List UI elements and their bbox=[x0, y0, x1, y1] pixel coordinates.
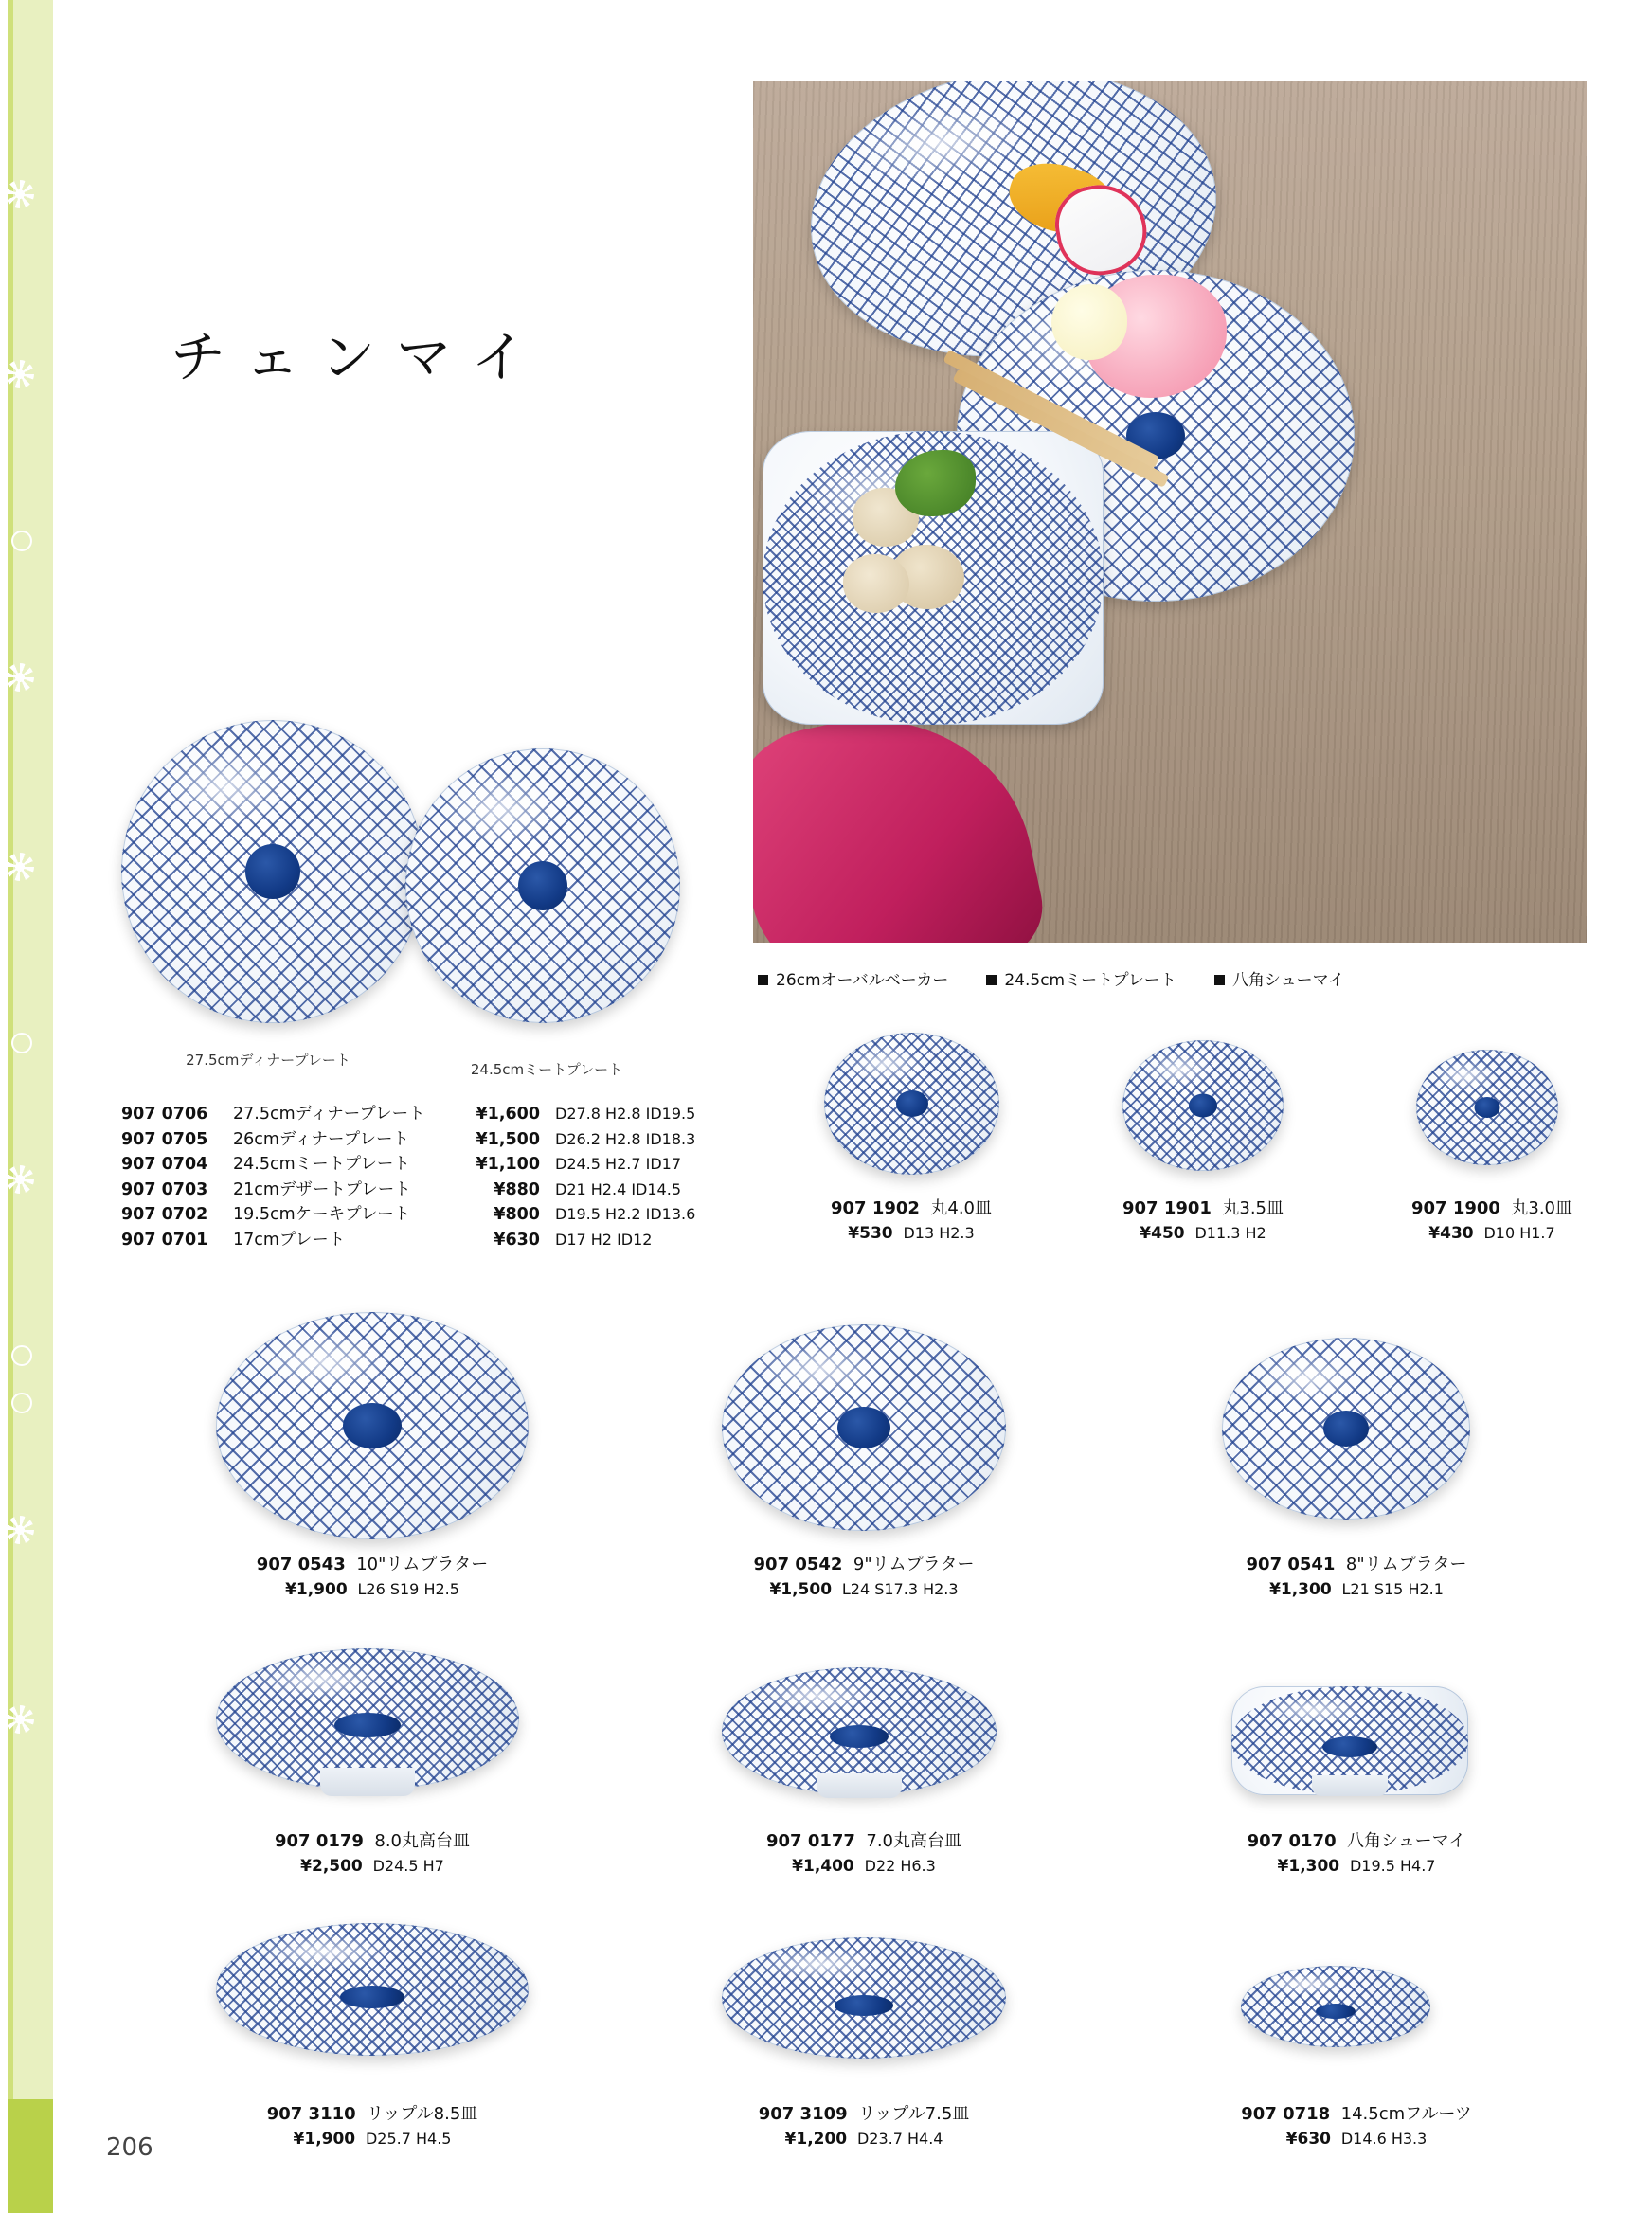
item-name: 丸3.0皿 bbox=[1511, 1198, 1573, 1218]
page-number: 206 bbox=[106, 2133, 153, 2162]
foot-907-0179 bbox=[320, 1768, 415, 1796]
band-flower-icon bbox=[6, 360, 34, 388]
price-code: 907 0702 bbox=[121, 1205, 208, 1224]
item-caption-907-0179 bbox=[173, 1828, 571, 1879]
band-flower-icon bbox=[6, 853, 34, 881]
item-dim: L26 S19 H2.5 bbox=[357, 1580, 459, 1598]
plate-907-1901 bbox=[1122, 1040, 1284, 1171]
item-price: ¥2,500 bbox=[300, 1857, 363, 1876]
item-caption-907-3109 bbox=[665, 2101, 1063, 2151]
item-price: ¥630 bbox=[1285, 2130, 1331, 2149]
plate-907-1900 bbox=[1416, 1050, 1558, 1165]
item-caption-907-0542 bbox=[665, 1552, 1063, 1602]
item-code: 907 0177 bbox=[765, 1831, 855, 1851]
band-circle-icon bbox=[11, 1393, 32, 1413]
price-code: 907 0701 bbox=[121, 1230, 208, 1250]
plate-907-0718 bbox=[1241, 1966, 1430, 2047]
price-name: 24.5cmミートプレート bbox=[233, 1155, 410, 1174]
item-code: 907 0541 bbox=[1246, 1555, 1336, 1574]
item-code: 907 0543 bbox=[256, 1555, 346, 1574]
legend-label: 26cmオーバルベーカー bbox=[776, 971, 949, 990]
product-photo bbox=[753, 81, 1587, 943]
price-value: ¥630 bbox=[494, 1230, 540, 1250]
price-list bbox=[121, 1102, 695, 1252]
item-dim: D14.6 H3.3 bbox=[1340, 2130, 1428, 2148]
foot-907-0177 bbox=[817, 1773, 902, 1798]
item-dim: L24 S17.3 H2.3 bbox=[841, 1580, 959, 1598]
item-dim: L21 S15 H2.1 bbox=[1341, 1580, 1444, 1598]
price-dim: D17 H2 ID12 bbox=[555, 1230, 653, 1249]
plate-907-0542 bbox=[722, 1324, 1006, 1531]
item-name: 8"リムプラター bbox=[1345, 1555, 1467, 1574]
price-list-row bbox=[121, 1228, 695, 1253]
price-value: ¥1,500 bbox=[476, 1129, 540, 1149]
item-code: 907 3110 bbox=[266, 2104, 356, 2124]
item-name: 丸4.0皿 bbox=[930, 1198, 993, 1218]
band-circle-icon bbox=[11, 1345, 32, 1366]
price-name: 21cmデザートプレート bbox=[233, 1179, 411, 1199]
price-code: 907 0706 bbox=[121, 1105, 208, 1124]
item-code: 907 1902 bbox=[830, 1198, 920, 1218]
price-name: 19.5cmケーキプレート bbox=[233, 1205, 411, 1224]
decorative-left-band bbox=[0, 0, 53, 2213]
caption-dinner-plate: 27.5cmディナープレート bbox=[186, 1052, 350, 1069]
price-dim: D27.8 H2.8 ID19.5 bbox=[555, 1105, 696, 1123]
legend-square-icon bbox=[1214, 975, 1225, 985]
item-dim: D13 H2.3 bbox=[903, 1224, 975, 1242]
price-list-row bbox=[121, 1178, 695, 1203]
price-value: ¥1,600 bbox=[476, 1105, 540, 1124]
item-price: ¥1,300 bbox=[1277, 1857, 1340, 1876]
band-flower-icon bbox=[6, 1705, 34, 1734]
plate-meat-24-5 bbox=[405, 748, 680, 1023]
price-code: 907 0703 bbox=[121, 1179, 208, 1199]
price-list-row bbox=[121, 1127, 695, 1153]
item-name: 丸3.5皿 bbox=[1222, 1198, 1284, 1218]
item-dim: D11.3 H2 bbox=[1194, 1224, 1266, 1242]
band-flower-icon bbox=[6, 663, 34, 692]
item-dim: D22 H6.3 bbox=[864, 1857, 936, 1875]
price-dim: D24.5 H2.7 ID17 bbox=[555, 1155, 681, 1173]
photo-legend bbox=[758, 966, 1591, 990]
item-code: 907 0170 bbox=[1247, 1831, 1337, 1851]
band-circle-icon bbox=[11, 531, 32, 551]
page-title: チェンマイ bbox=[171, 325, 548, 389]
legend-item bbox=[986, 966, 1176, 990]
legend-square-icon bbox=[758, 975, 768, 985]
price-value: ¥1,100 bbox=[476, 1155, 540, 1174]
item-price: ¥1,200 bbox=[784, 2130, 848, 2149]
price-value: ¥800 bbox=[494, 1205, 540, 1224]
item-price: ¥1,900 bbox=[293, 2130, 356, 2149]
item-caption-907-3110 bbox=[173, 2101, 571, 2151]
price-list-row bbox=[121, 1152, 695, 1178]
item-code: 907 3109 bbox=[758, 2104, 848, 2124]
price-list-row bbox=[121, 1102, 695, 1127]
price-dim: D26.2 H2.8 ID18.3 bbox=[555, 1129, 696, 1148]
item-price: ¥1,900 bbox=[285, 1580, 348, 1599]
band-flower-icon bbox=[6, 1516, 34, 1544]
item-dim: D10 H1.7 bbox=[1483, 1224, 1555, 1242]
plate-907-0543 bbox=[216, 1312, 529, 1539]
item-name: 8.0丸高台皿 bbox=[374, 1831, 471, 1851]
legend-item bbox=[1214, 966, 1344, 990]
price-code: 907 0705 bbox=[121, 1129, 208, 1149]
caption-meat-plate: 24.5cmミートプレート bbox=[470, 1061, 623, 1078]
item-price: ¥1,500 bbox=[769, 1580, 833, 1599]
band-circle-icon bbox=[11, 1033, 32, 1053]
price-list-row bbox=[121, 1202, 695, 1228]
item-price: ¥1,400 bbox=[792, 1857, 854, 1876]
price-code: 907 0704 bbox=[121, 1155, 208, 1174]
item-name: リップル8.5皿 bbox=[367, 2104, 478, 2124]
price-value: ¥880 bbox=[494, 1179, 540, 1199]
item-code: 907 1901 bbox=[1122, 1198, 1212, 1218]
photo-food-shumai-3 bbox=[843, 554, 909, 613]
plate-907-1902 bbox=[824, 1033, 999, 1175]
item-caption-907-0718 bbox=[1158, 2101, 1555, 2151]
price-dim: D19.5 H2.2 ID13.6 bbox=[555, 1205, 696, 1223]
item-dim: D25.7 H4.5 bbox=[365, 2130, 452, 2148]
item-code: 907 0542 bbox=[753, 1555, 843, 1574]
item-price: ¥1,300 bbox=[1269, 1580, 1332, 1599]
photo-food-yellow-dumpling bbox=[1051, 284, 1127, 360]
item-code: 907 0718 bbox=[1241, 2104, 1331, 2124]
item-dim: D23.7 H4.4 bbox=[856, 2130, 943, 2148]
plate-907-0541 bbox=[1222, 1338, 1470, 1520]
item-name: 9"リムプラター bbox=[853, 1555, 975, 1574]
item-dim: D19.5 H4.7 bbox=[1349, 1857, 1436, 1875]
item-name: 10"リムプラター bbox=[356, 1555, 489, 1574]
plate-dinner-27-5 bbox=[121, 720, 424, 1023]
band-bottom-block bbox=[8, 2099, 53, 2213]
item-caption-907-1900 bbox=[1293, 1196, 1652, 1246]
item-caption-907-0177 bbox=[665, 1828, 1063, 1879]
price-name: 26cmディナープレート bbox=[233, 1129, 409, 1149]
band-flower-icon bbox=[6, 1165, 34, 1194]
foot-907-0170 bbox=[1312, 1775, 1388, 1796]
item-price: ¥530 bbox=[848, 1224, 893, 1243]
item-name: 14.5cmフルーツ bbox=[1340, 2104, 1472, 2124]
price-name: 27.5cmディナープレート bbox=[233, 1105, 425, 1124]
item-caption-907-0543 bbox=[173, 1552, 571, 1602]
plate-907-3109 bbox=[722, 1937, 1006, 2059]
legend-square-icon bbox=[986, 975, 997, 985]
item-dim: D24.5 H7 bbox=[372, 1857, 444, 1875]
plate-907-3110 bbox=[216, 1923, 529, 2056]
price-name: 17cmプレート bbox=[233, 1230, 346, 1250]
legend-label: 八角シューマイ bbox=[1231, 971, 1345, 990]
legend-item bbox=[758, 966, 948, 990]
item-code: 907 1900 bbox=[1410, 1198, 1500, 1218]
item-caption-907-0170 bbox=[1158, 1828, 1555, 1879]
item-name: リップル7.5皿 bbox=[858, 2104, 970, 2124]
band-flower-icon bbox=[6, 180, 34, 208]
price-dim: D21 H2.4 ID14.5 bbox=[555, 1179, 681, 1198]
item-name: 八角シューマイ bbox=[1347, 1831, 1466, 1851]
item-price: ¥450 bbox=[1140, 1224, 1185, 1243]
item-price: ¥430 bbox=[1428, 1224, 1474, 1243]
item-code: 907 0179 bbox=[274, 1831, 364, 1851]
item-name: 7.0丸高台皿 bbox=[866, 1831, 962, 1851]
item-caption-907-0541 bbox=[1158, 1552, 1555, 1602]
legend-label: 24.5cmミートプレート bbox=[1004, 971, 1176, 990]
